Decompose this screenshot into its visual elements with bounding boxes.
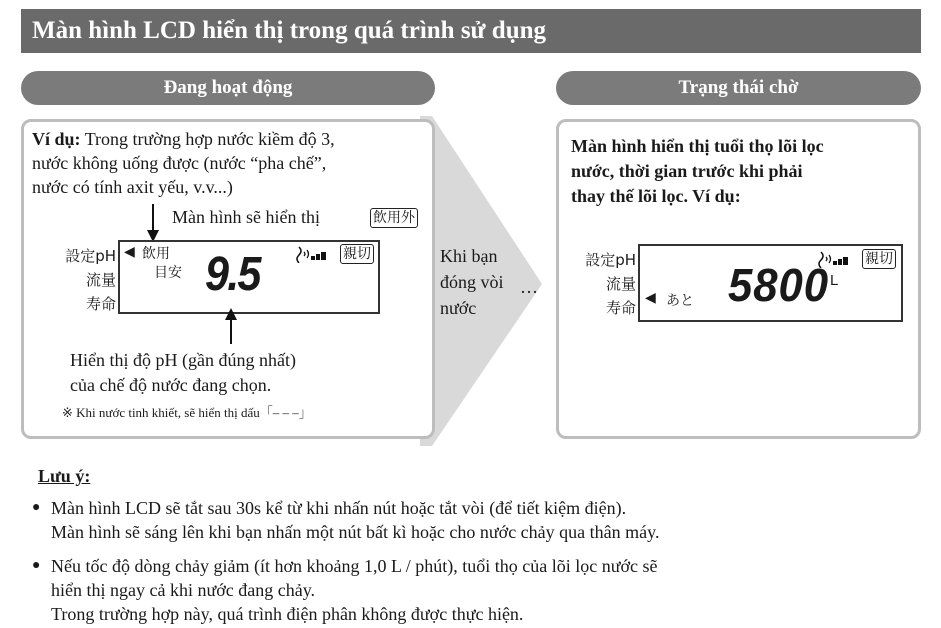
- arrow-up-icon: [222, 308, 240, 344]
- lcd-mode-line-2: 目安: [154, 265, 182, 281]
- bullet-icon: ●: [32, 500, 41, 515]
- bullet-icon: ●: [32, 558, 41, 573]
- transition-line-1: Khi bạn: [440, 246, 498, 266]
- transition-ellipsis: …: [520, 277, 538, 297]
- note-item-1: [51, 496, 659, 544]
- standby-state-heading: Trạng thái chờ: [556, 71, 921, 105]
- example-line-2: nước không uống được (nước “pha chế”,: [32, 153, 327, 173]
- standby-desc-line-2: nước, thời gian trước khi phải: [571, 161, 803, 181]
- example-label: Ví dụ:: [32, 129, 81, 149]
- note-1-line-1: Màn hình LCD sẽ tắt sau 30s kể từ khi nhấn nút hoặc tắt vòi (để tiết kiệm điện).: [51, 498, 627, 518]
- note-2-line-3: Trong trường hợp này, quá trình điện phân không được thực hiện.: [51, 604, 524, 624]
- note-1-line-2: Màn hình sẽ sáng lên khi bạn nhấn một nút bất kì hoặc cho nước chảy qua thân máy.: [51, 522, 660, 542]
- lcd-label-flow: 流量: [85, 271, 116, 289]
- ph-caption: [70, 348, 296, 398]
- arrow-down-icon: [144, 204, 162, 244]
- lcd-label-flow-right: 流量: [605, 275, 636, 293]
- mode-pointer-icon: ◀: [124, 244, 135, 260]
- lcd-ph-value: 9.5: [205, 248, 260, 301]
- example-text: [32, 127, 432, 199]
- transition-line-2: đóng vòi: [440, 272, 504, 292]
- lcd-label-ph: 設定pH: [65, 247, 116, 265]
- signal-icon-standby: [818, 250, 850, 268]
- pure-water-footnote: ※ Khi nước tinh khiết, sẽ hiển thị dấu「‒ ‒ ‒」: [62, 405, 312, 420]
- life-pointer-icon: ◀: [645, 290, 656, 306]
- example-line-1: Trong trường hợp nước kiềm độ 3,: [80, 129, 335, 149]
- lcd-label-life: 寿命: [85, 295, 116, 313]
- ph-caption-line-2: của chế độ nước đang chọn.: [70, 375, 272, 395]
- display-note: Màn hình sẽ hiển thị: [172, 207, 320, 227]
- lcd-labels-left: [60, 244, 116, 316]
- note-item-2: [51, 554, 658, 626]
- transition-text: [440, 243, 504, 321]
- lcd-label-ph-right: 設定pH: [585, 251, 636, 269]
- lcd-mode-line-1: 飲用: [142, 246, 170, 262]
- kind-mode-badge: 親切: [340, 244, 374, 264]
- lcd-unit: L: [830, 272, 839, 289]
- page-title: Màn hình LCD hiển thị trong quá trình sử dụng: [21, 9, 921, 53]
- example-line-3: nước có tính axit yếu, v.v...): [32, 177, 233, 197]
- lcd-filter-life-value: 5800: [728, 259, 830, 311]
- kind-mode-badge-standby: 親切: [862, 249, 896, 269]
- note-2-line-2: hiển thị ngay cả khi nước đang chảy.: [51, 580, 316, 600]
- transition-line-3: nước: [440, 298, 477, 318]
- ph-caption-line-1: Hiển thị độ pH (gần đúng nhất): [70, 350, 296, 370]
- lcd-remaining-label: あと: [666, 293, 694, 309]
- signal-icon: [296, 245, 328, 263]
- standby-desc-line-3: thay thế lõi lọc. Ví dụ:: [571, 186, 741, 206]
- not-drinkable-badge: 飲用外: [370, 208, 418, 228]
- lcd-mode-text: [142, 245, 182, 283]
- notes-heading: Lưu ý:: [38, 466, 91, 486]
- standby-description: [571, 134, 916, 209]
- active-state-heading: Đang hoạt động: [21, 71, 435, 105]
- lcd-label-life-right: 寿命: [605, 299, 636, 317]
- lcd-labels-right: [580, 248, 636, 320]
- note-2-line-1: Nếu tốc độ dòng chảy giảm (ít hơn khoảng 1,0 L / phút), tuổi thọ của lõi lọc nước sẽ: [51, 556, 658, 576]
- standby-desc-line-1: Màn hình hiển thị tuổi thọ lõi lọc: [571, 136, 824, 156]
